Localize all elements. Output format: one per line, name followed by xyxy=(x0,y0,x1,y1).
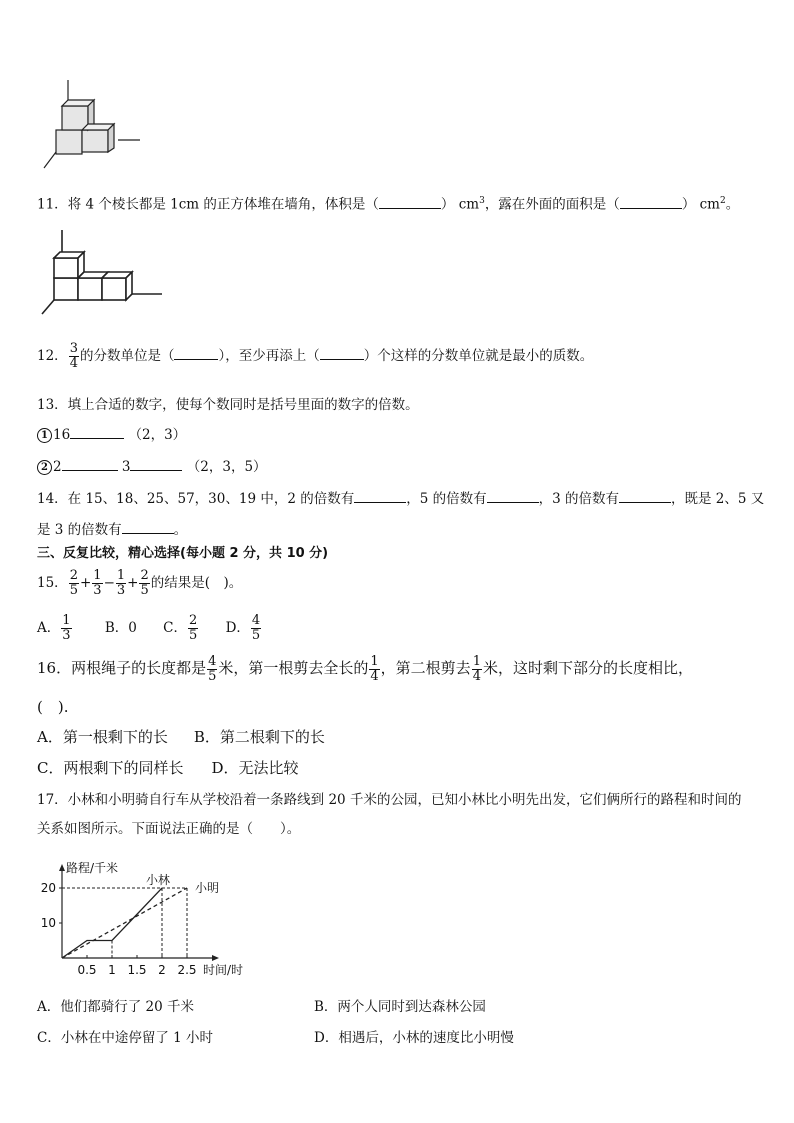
q15-fraction-3 xyxy=(116,569,126,598)
q11-unit-1-sup: 3 xyxy=(479,196,485,206)
q15-fraction-2 xyxy=(92,569,102,598)
x-tick-label: 0.5 xyxy=(77,963,97,977)
q13-item-2-blank-2[interactable] xyxy=(130,458,182,471)
q15-fraction-1 xyxy=(69,569,79,598)
q12-text-b: ），至少再添上（ xyxy=(218,348,320,364)
q15-opt-a-den: 3 xyxy=(62,628,71,643)
q16-answer-paren: ( ). xyxy=(37,698,69,716)
q13-item-1-number: 16 xyxy=(53,427,71,443)
distance-time-chart xyxy=(30,858,280,984)
q14-blank-multiples-3[interactable] xyxy=(619,490,671,503)
x-tick-label: 2 xyxy=(158,963,166,977)
y-axis-arrow xyxy=(59,864,65,871)
q15-frac-2-num: 1 xyxy=(93,568,102,583)
x-axis-label: 时间/时 xyxy=(203,963,244,977)
q15-frac-4-num: 2 xyxy=(140,568,149,583)
q12-blank-unit[interactable] xyxy=(174,347,218,360)
q14-text-c: ，3 的倍数有 xyxy=(538,491,619,507)
q15-option-d-label: D． xyxy=(225,620,250,636)
q11-blank-volume[interactable] xyxy=(379,196,441,209)
q15-option-a-fraction xyxy=(61,614,71,643)
q14-text-e: 是 3 的倍数有 xyxy=(37,522,122,538)
q16-text-d: 米，这时剩下部分的长度相比， xyxy=(482,659,693,677)
q16-frac-1-den: 5 xyxy=(208,668,217,684)
q16-fraction-2 xyxy=(369,655,379,684)
x-tick-label: 1 xyxy=(108,963,116,977)
q14-blank-multiples-all[interactable] xyxy=(122,521,174,534)
q11-text-b: ） xyxy=(440,196,455,213)
question-15 xyxy=(37,565,242,601)
q17-option-d[interactable]: D．相遇后，小林的速度比小明慢 xyxy=(314,1030,514,1046)
y-axis-label: 路程/千米 xyxy=(66,861,119,875)
q15-opt-d-num: 4 xyxy=(251,613,261,628)
question-17-line-2: 关系如图所示。下面说法正确的是（ ）。 xyxy=(37,821,301,837)
q13-item-1-marker: 1 xyxy=(37,428,52,443)
q11-text-d: ） xyxy=(681,196,696,213)
q16-text-b: 米，第一根剪去全长的 xyxy=(218,659,369,677)
q15-opt-c-den: 5 xyxy=(188,628,198,643)
x-tick-label: 1.5 xyxy=(127,963,147,977)
q11-number: 11． xyxy=(37,196,68,213)
q16-frac-3-num: 1 xyxy=(472,653,481,669)
q14-blank-multiples-5[interactable] xyxy=(487,490,539,503)
q16-option-c[interactable]: C．两根剩下的同样长 xyxy=(37,759,184,777)
q13-item-2-marker: 2 xyxy=(37,460,52,475)
cubes-corner-figure-2 xyxy=(38,228,164,318)
q15-option-a[interactable] xyxy=(37,613,73,643)
q14-text-d: ，既是 2、5 又 xyxy=(671,491,765,507)
q15-option-a-label: A． xyxy=(37,620,61,636)
q15-opt-c-num: 2 xyxy=(188,613,198,628)
q16-options-row-2 xyxy=(37,759,299,777)
q12-text-a: 的分数单位是（ xyxy=(79,348,175,364)
q16-frac-2-den: 4 xyxy=(370,668,379,684)
q15-number: 15． xyxy=(37,575,68,591)
question-11 xyxy=(37,192,739,214)
q12-fraction xyxy=(69,342,79,371)
q11-unit-1: cm xyxy=(458,196,480,213)
q16-option-b[interactable]: B．第二根剩下的长 xyxy=(193,728,325,746)
q15-option-d[interactable] xyxy=(225,613,263,643)
q17-option-c[interactable]: C．小林在中途停留了 1 小时 xyxy=(37,1030,214,1046)
y-tick-label: 10 xyxy=(40,916,56,930)
q14-text-b: ，5 的倍数有 xyxy=(406,491,487,507)
question-16 xyxy=(37,650,693,686)
q16-fraction-1 xyxy=(207,655,217,684)
q17-option-b[interactable]: B．两个人同时到达森林公园 xyxy=(314,999,486,1015)
q12-blank-count[interactable] xyxy=(320,347,364,360)
q13-item-2-number-a: 2 xyxy=(53,459,62,475)
section-3-title: 三、反复比较，精心选择(每小题 2 分，共 10 分) xyxy=(37,546,329,561)
q11-unit-2-sup: 2 xyxy=(719,196,726,206)
q14-blank-multiples-2[interactable] xyxy=(354,490,406,503)
cubes-corner-figure-1 xyxy=(40,78,150,170)
q11-blank-area[interactable] xyxy=(620,196,682,209)
q13-item-2-number-b: 3 xyxy=(121,459,131,475)
q16-frac-3-den: 4 xyxy=(472,668,481,684)
q13-item-2-divisors: （2，3，5） xyxy=(186,459,267,475)
q16-option-a[interactable]: A．第一根剩下的长 xyxy=(37,728,168,746)
q16-option-d[interactable]: D．无法比较 xyxy=(211,759,299,777)
question-14-line-2 xyxy=(37,521,187,539)
q16-text-a: 16．两根绳子的长度都是 xyxy=(37,659,207,677)
q13-item-1 xyxy=(37,426,186,444)
q17-option-a[interactable]: A．他们都骑行了 20 千米 xyxy=(37,999,195,1015)
q15-frac-3-den: 3 xyxy=(116,583,126,598)
question-12 xyxy=(37,338,593,374)
q13-item-1-divisors: （2，3） xyxy=(128,427,187,443)
series-label-1: 小林 xyxy=(146,873,171,887)
q15-frac-2-den: 3 xyxy=(93,583,102,598)
x-axis-arrow xyxy=(212,955,219,961)
q12-text-c: ）个这样的分数单位就是最小的质数。 xyxy=(363,348,594,364)
q15-frac-1-den: 5 xyxy=(69,583,78,598)
q12-frac-numerator: 3 xyxy=(69,341,78,356)
q15-options xyxy=(37,610,262,646)
q16-frac-2-num: 1 xyxy=(370,653,379,669)
q15-op-2: − xyxy=(103,575,115,591)
q16-fraction-3 xyxy=(472,655,482,684)
q11-text-e: 。 xyxy=(725,196,740,213)
q15-option-c-label: C． xyxy=(163,620,187,636)
q15-opt-d-den: 5 xyxy=(251,628,261,643)
x-tick-label: 2.5 xyxy=(177,963,197,977)
q15-option-c-fraction xyxy=(188,614,198,643)
q15-frac-4-den: 5 xyxy=(140,583,149,598)
q15-frac-1-num: 2 xyxy=(69,568,78,583)
q11-text-c: ，露在外面的面积是（ xyxy=(484,196,620,213)
series-line-2 xyxy=(62,888,187,958)
q12-number: 12． xyxy=(37,348,68,364)
q11-unit-2: cm xyxy=(699,196,720,213)
q13-item-1-blank[interactable] xyxy=(70,426,124,439)
q14-text-a: 14．在 15、18、25、57，30、19 中，2 的倍数有 xyxy=(37,491,355,507)
q16-text-c: ，第二根剪去 xyxy=(380,659,471,677)
q14-text-f: 。 xyxy=(173,522,188,538)
q15-op-3: + xyxy=(127,575,139,591)
q15-op-1: + xyxy=(79,575,92,591)
q15-option-b[interactable]: B．0 xyxy=(104,620,137,636)
q13-item-2-blank-1[interactable] xyxy=(62,458,118,471)
q15-option-d-fraction xyxy=(251,614,261,643)
question-14 xyxy=(37,490,764,508)
q15-opt-a-num: 1 xyxy=(62,613,71,628)
q15-frac-3-num: 1 xyxy=(116,568,126,583)
q15-option-c[interactable] xyxy=(163,613,199,643)
q11-text-a: 将 4 个棱长都是 1cm 的正方体堆在墙角，体积是（ xyxy=(67,196,379,213)
q16-frac-1-num: 4 xyxy=(208,653,217,669)
series-label-2: 小明 xyxy=(195,881,220,895)
y-tick-label: 20 xyxy=(40,881,56,895)
q13-item-2 xyxy=(37,458,267,476)
q15-tail: 的结果是( )。 xyxy=(150,575,243,591)
q12-frac-denominator: 4 xyxy=(69,356,78,371)
question-17: 17．小林和小明骑自行车从学校沿着一条路线到 20 千米的公园，已知小林比小明先出发，它们俩所行的路程和时间的 xyxy=(37,792,742,808)
q16-options-row-1 xyxy=(37,728,325,746)
q15-fraction-4 xyxy=(139,569,149,598)
question-13: 13．填上合适的数字，使每个数同时是括号里面的数字的倍数。 xyxy=(37,397,419,413)
